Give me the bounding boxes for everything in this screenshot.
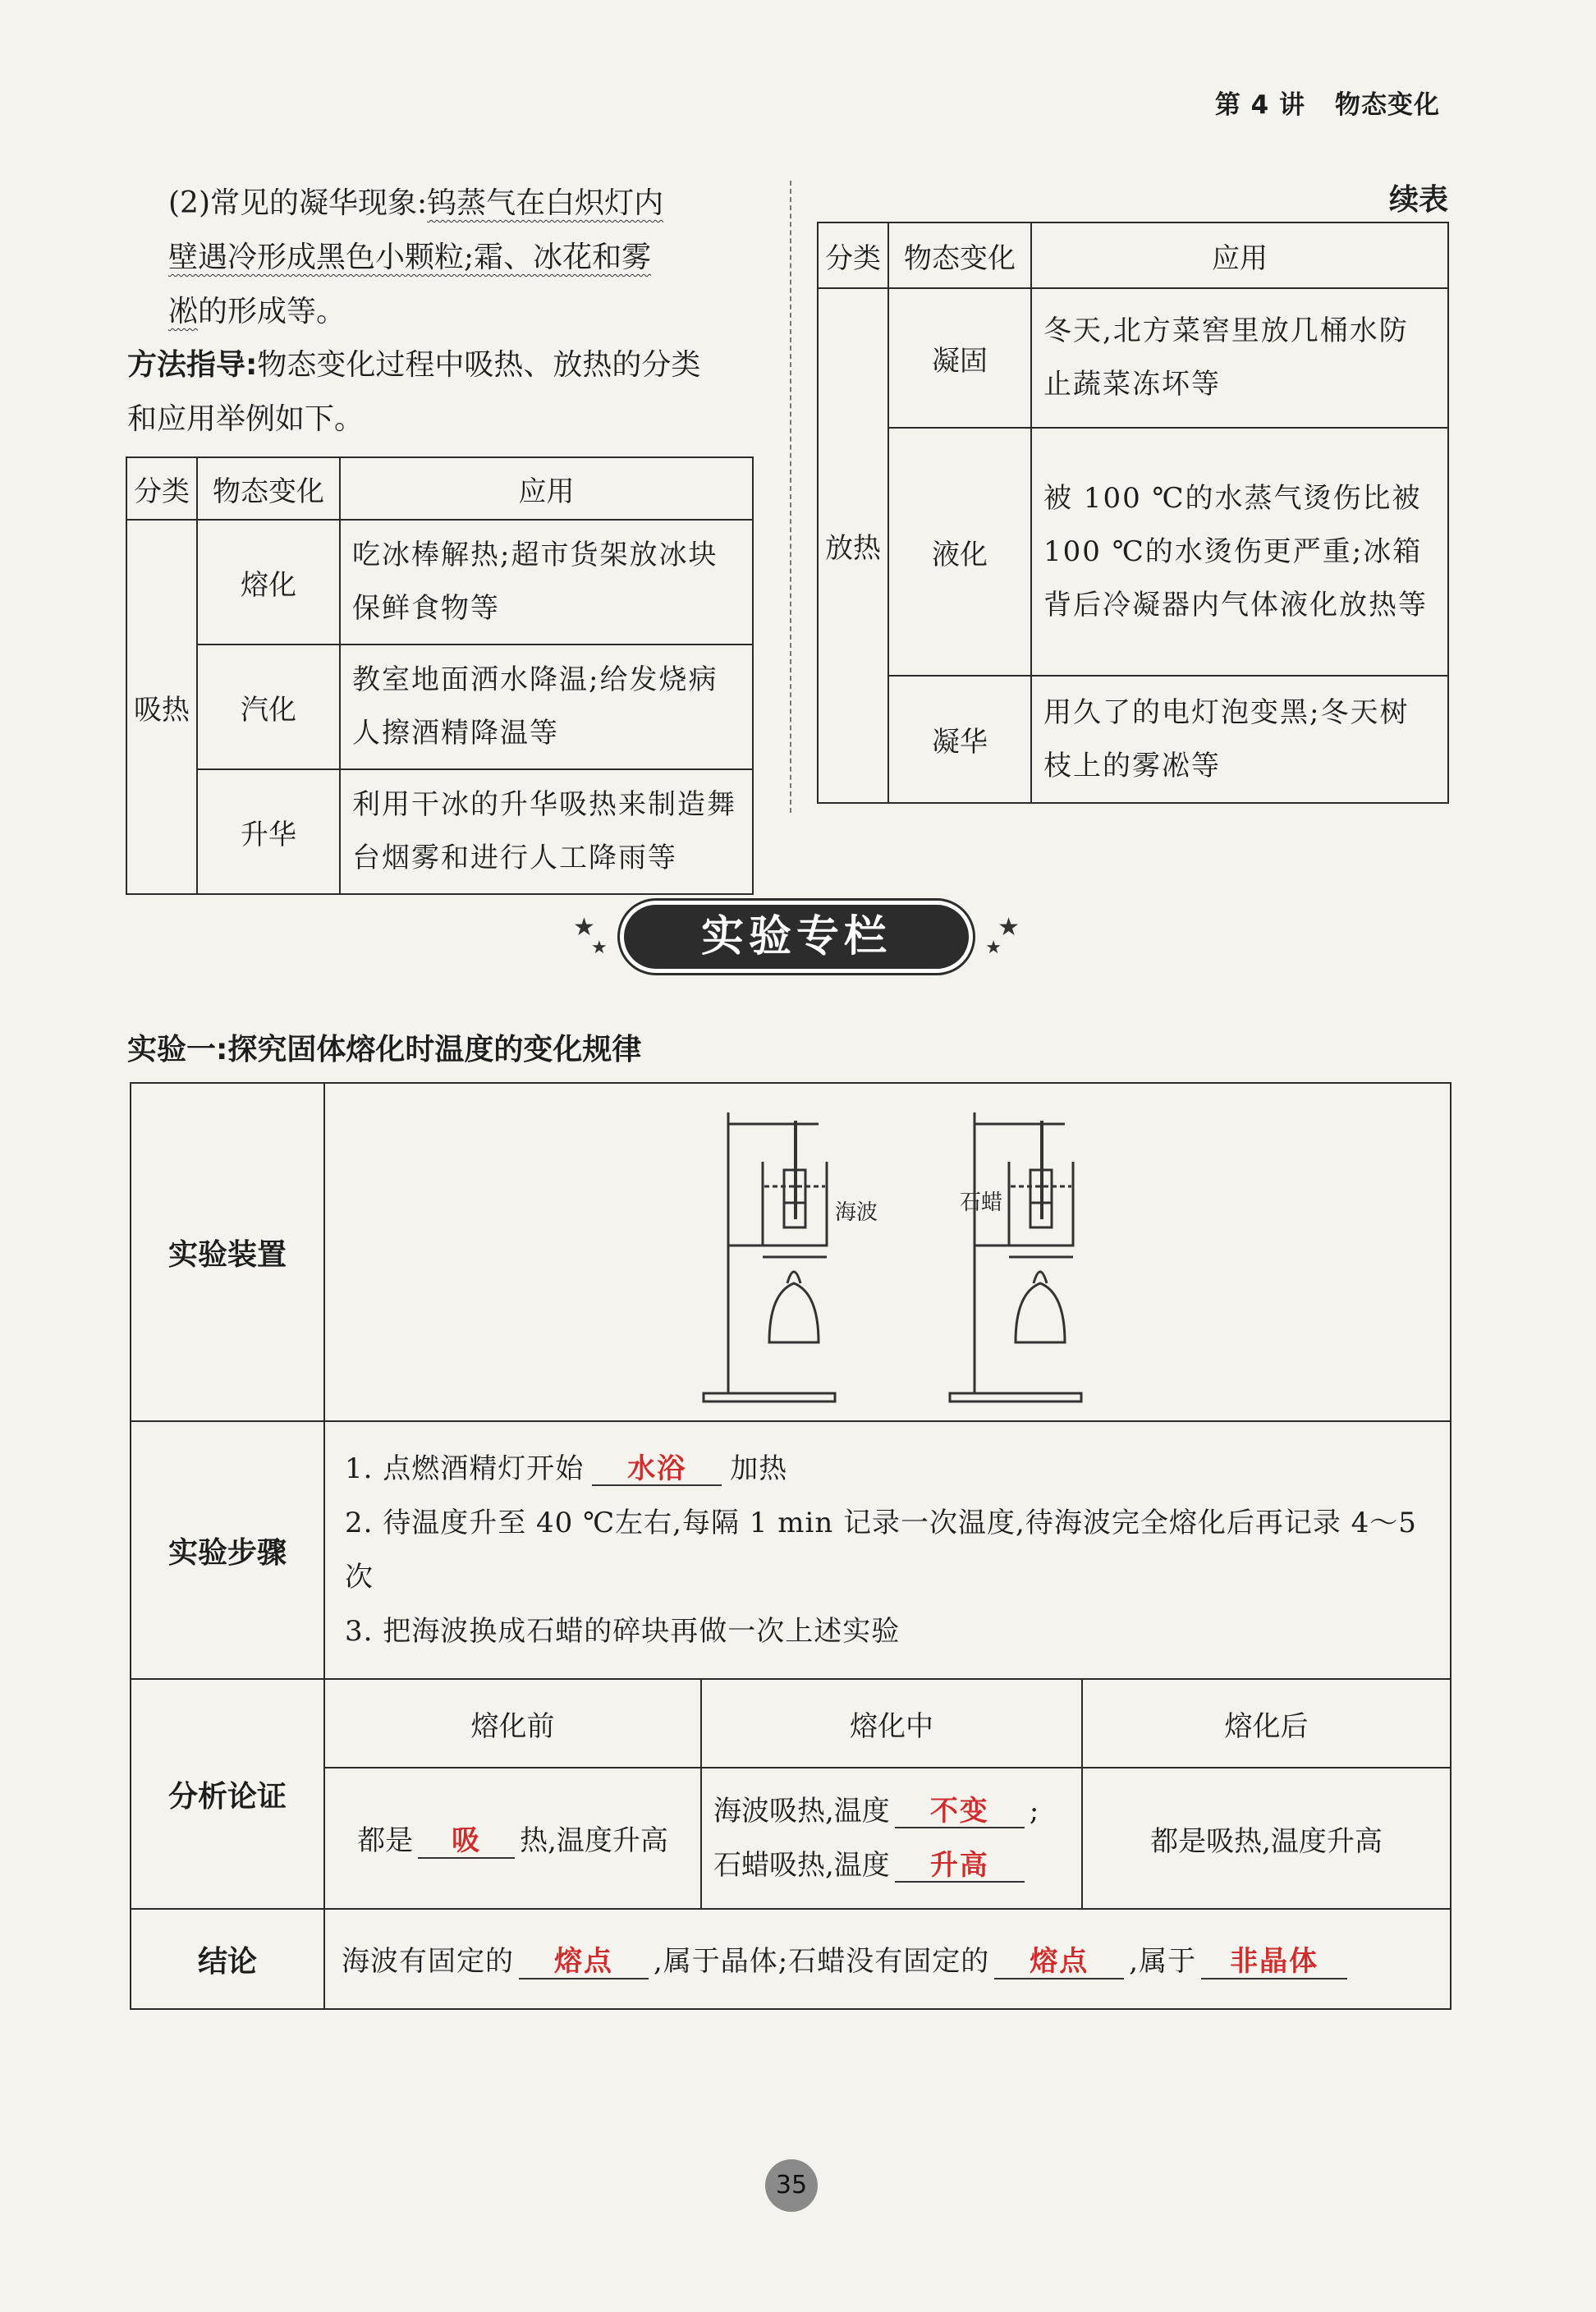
cell-text: ;	[1029, 1795, 1039, 1828]
apparatus-figure-cell	[324, 1083, 1451, 1421]
header-application: 应用	[1031, 222, 1448, 288]
text-rest: 的形成等。	[198, 295, 346, 328]
conclusion-text: ,属于	[1129, 1945, 1197, 1979]
change-cell: 升华	[197, 769, 340, 894]
step-1	[345, 1442, 1430, 1496]
conclusion-text: ,属于晶体;石蜡没有固定的	[654, 1945, 990, 1979]
apparatus-illustration	[695, 1096, 1188, 1408]
star-icon: ★	[591, 938, 608, 958]
change-cell: 熔化	[197, 520, 340, 645]
after-cell: 都是吸热,温度升高	[1082, 1768, 1451, 1909]
star-icon: ★	[985, 938, 1002, 958]
answer-water-bath: 水浴	[592, 1454, 722, 1486]
answer-melting-point-1: 熔点	[519, 1947, 649, 1979]
endothermic-table	[126, 456, 754, 895]
method-text: 和应用举例如下。	[127, 402, 365, 436]
application-cell: 用久了的电灯泡变黑;冬天树枝上的雾凇等	[1031, 676, 1448, 803]
answer-absorb: 吸	[418, 1826, 515, 1858]
cell-text: 热,温度升高	[520, 1824, 668, 1858]
underlined-text: 钨蒸气在白炽灯内	[427, 186, 664, 220]
cell-text: 都是	[357, 1824, 414, 1858]
conclusion-label: 结论	[131, 1909, 324, 2009]
alcohol-lamp	[769, 1283, 819, 1342]
application-cell: 冬天,北方菜窖里放几桶水防止蔬菜冻坏等	[1031, 288, 1448, 428]
steps-label: 实验步骤	[131, 1421, 324, 1679]
answer-rises: 升高	[895, 1851, 1025, 1883]
cell-text: 石蜡吸热,温度	[713, 1849, 890, 1882]
stand-base	[950, 1393, 1081, 1401]
page-header	[1215, 84, 1440, 121]
change-cell: 汽化	[197, 645, 340, 769]
experiment-banner	[566, 897, 1026, 979]
lecture-number: 第 4 讲	[1214, 90, 1305, 120]
cell-text: 海波吸热,温度	[713, 1795, 890, 1828]
category-release: 放热	[818, 288, 888, 803]
application-cell: 被 100 ℃的水蒸气烫伤比被 100 ℃的水烫伤更严重;冰箱背后冷凝器内气体液化放热等	[1031, 428, 1448, 676]
header-during: 熔化中	[701, 1679, 1082, 1768]
header-change: 物态变化	[888, 222, 1031, 288]
experiment-table	[130, 1082, 1452, 2010]
flame	[787, 1272, 800, 1283]
conclusion-cell	[324, 1909, 1451, 2009]
page-number: 35	[765, 2159, 818, 2212]
answer-amorphous: 非晶体	[1201, 1947, 1347, 1979]
underlined-text: 凇	[168, 295, 199, 328]
apparatus-left	[704, 1112, 835, 1401]
experiment-title: 实验一:探究固体熔化时温度的变化规律	[127, 1033, 642, 1067]
star-icon: ★	[998, 913, 1020, 942]
label-paraffin: 石蜡	[960, 1190, 1003, 1215]
header-before: 熔化前	[324, 1679, 701, 1768]
analysis-label: 分析论证	[131, 1679, 324, 1909]
change-cell: 凝固	[888, 288, 1031, 428]
column-divider	[790, 181, 791, 813]
method-guide	[127, 338, 768, 447]
step-text: 加热	[730, 1452, 788, 1485]
answer-constant: 不变	[895, 1796, 1025, 1828]
sublimation-paragraph	[168, 177, 768, 339]
underlined-text: 壁遇冷形成黑色小颗粒;霜、冰花和雾	[168, 241, 652, 274]
exothermic-table	[817, 222, 1449, 804]
header-category: 分类	[126, 457, 197, 520]
lecture-topic: 物态变化	[1335, 90, 1440, 120]
application-cell: 利用干冰的升华吸热来制造舞台烟雾和进行人工降雨等	[340, 769, 753, 894]
before-cell	[324, 1768, 701, 1909]
stand-base	[704, 1393, 835, 1401]
change-cell: 液化	[888, 428, 1031, 676]
header-change: 物态变化	[197, 457, 340, 520]
steps-cell	[324, 1421, 1451, 1679]
step-text: 1. 点燃酒精灯开始	[345, 1452, 585, 1485]
header-application: 应用	[340, 457, 753, 520]
star-icon: ★	[573, 913, 595, 942]
text-prefix: (2)常见的凝华现象:	[168, 186, 428, 220]
apparatus-right	[950, 1112, 1081, 1401]
device-label: 实验装置	[131, 1083, 324, 1421]
continued-label: 续表	[1388, 183, 1448, 217]
step-2: 2. 待温度升至 40 ℃左右,每隔 1 min 记录一次温度,待海波完全熔化后再记录 4～5 次	[345, 1507, 1417, 1594]
category-absorb: 吸热	[126, 520, 197, 894]
alcohol-lamp	[1016, 1283, 1065, 1342]
label-hypo: 海波	[835, 1200, 878, 1225]
banner-title: 实验专栏	[624, 905, 969, 969]
method-label: 方法指导:	[127, 348, 258, 382]
header-category: 分类	[818, 222, 888, 288]
during-cell	[701, 1768, 1082, 1909]
flame	[1034, 1272, 1047, 1283]
method-text: 物态变化过程中吸热、放热的分类	[257, 348, 701, 382]
conclusion-text: 海波有固定的	[342, 1945, 514, 1979]
application-cell: 吃冰棒解热;超市货架放冰块保鲜食物等	[340, 520, 753, 645]
answer-melting-point-2: 熔点	[994, 1947, 1124, 1979]
step-3: 3. 把海波换成石蜡的碎块再做一次上述实验	[345, 1615, 901, 1648]
header-after: 熔化后	[1082, 1679, 1451, 1768]
change-cell: 凝华	[888, 676, 1031, 803]
application-cell: 教室地面洒水降温;给发烧病人擦酒精降温等	[340, 645, 753, 769]
